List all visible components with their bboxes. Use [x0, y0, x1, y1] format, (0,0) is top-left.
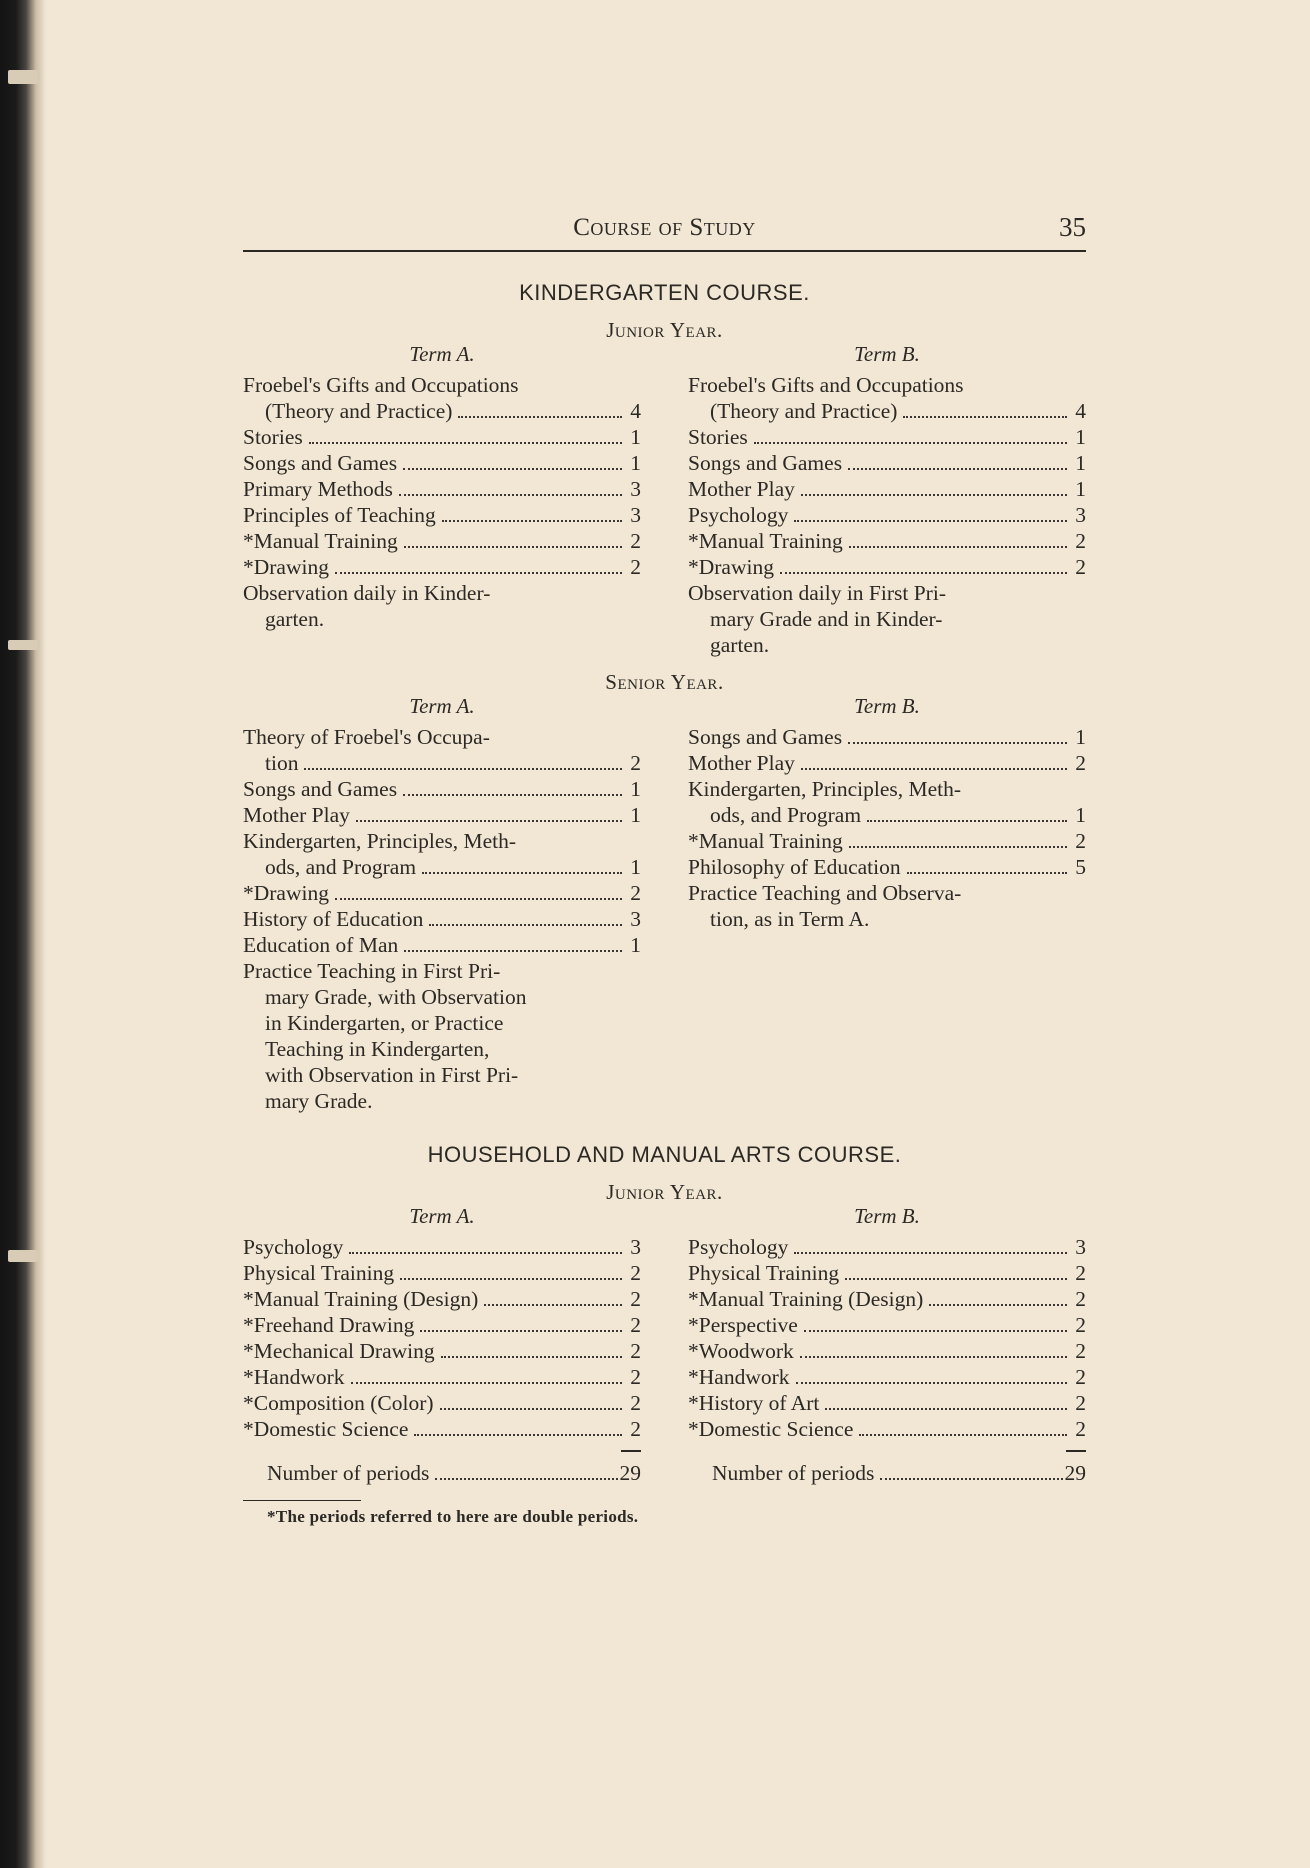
footnote-rule [243, 1500, 361, 1501]
period-count: 4 [630, 399, 641, 423]
course-entry [243, 1416, 641, 1442]
dot-leader [414, 1434, 622, 1436]
subject-name: History of Education [243, 907, 424, 931]
dot-leader [801, 768, 1067, 770]
period-count: 2 [630, 1391, 641, 1415]
subject-name: Stories [243, 425, 303, 449]
period-count: 1 [1075, 725, 1086, 749]
course-entry [688, 1234, 1086, 1260]
footnote: *The periods referred to here are double periods. [267, 1507, 639, 1526]
note-line: Practice Teaching in First Pri- [243, 959, 501, 983]
dot-leader [794, 520, 1067, 522]
period-count: 2 [1075, 1417, 1086, 1441]
dot-leader [335, 572, 622, 574]
year-heading: Senior Year. [605, 670, 724, 694]
period-count: 2 [1075, 529, 1086, 553]
course-entry [243, 880, 641, 906]
dot-leader [422, 872, 622, 874]
course-entry [243, 854, 641, 880]
course-entry [688, 1338, 1086, 1364]
subject-name: Stories [688, 425, 748, 449]
course-entry [243, 750, 641, 776]
subject-name: Education of Man [243, 933, 399, 957]
course-entry [243, 906, 641, 932]
dot-leader [780, 572, 1067, 574]
period-count: 2 [630, 1287, 641, 1311]
dot-leader [429, 924, 622, 926]
course-entry [243, 476, 641, 502]
period-count: 3 [630, 503, 641, 527]
period-count: 1 [1075, 425, 1086, 449]
subject-name: ods, and Program [265, 855, 417, 879]
dot-leader [484, 1304, 622, 1306]
note-line: Practice Teaching and Observa- [688, 881, 962, 905]
dot-leader [400, 1278, 622, 1280]
term-a-column [243, 342, 641, 658]
dot-leader [440, 1408, 622, 1410]
course-entry [688, 1390, 1086, 1416]
term-heading: Term A. [409, 694, 475, 718]
subject-name: *Handwork [688, 1365, 790, 1389]
dot-leader [335, 898, 622, 900]
subject-name: ods, and Program [710, 803, 862, 827]
period-count: 1 [630, 451, 641, 475]
period-count: 1 [630, 855, 641, 879]
course-entry [243, 528, 641, 554]
period-count: 3 [1075, 503, 1086, 527]
course-entry [688, 398, 1086, 424]
period-count: 2 [630, 1365, 641, 1389]
dot-leader [848, 742, 1067, 744]
dot-leader [929, 1304, 1067, 1306]
dot-leader [796, 1382, 1067, 1384]
subject-name: Psychology [243, 1235, 344, 1259]
period-count: 2 [630, 555, 641, 579]
subject-name: *Woodwork [688, 1339, 794, 1363]
total-rule [243, 1442, 641, 1460]
period-count: 2 [630, 1339, 641, 1363]
dot-leader [867, 820, 1067, 822]
course-entry [688, 802, 1086, 828]
subject-name: *Manual Training [688, 829, 843, 853]
course-entry [243, 502, 641, 528]
subject-name: *Composition (Color) [243, 1391, 434, 1415]
subject-list [688, 372, 1086, 580]
course-entry [243, 932, 641, 958]
course-entry [688, 1364, 1086, 1390]
subject-name: *History of Art [688, 1391, 820, 1415]
course-entry [688, 528, 1086, 554]
dot-leader [903, 416, 1067, 418]
subject-name: Songs and Games [688, 725, 843, 749]
dot-leader [754, 442, 1067, 444]
subject-list [243, 1234, 641, 1442]
period-count: 1 [630, 777, 641, 801]
course-entry [243, 724, 641, 750]
period-count: 4 [1075, 399, 1086, 423]
dot-leader [458, 416, 622, 418]
course-entry [688, 1312, 1086, 1338]
year-heading: Junior Year. [606, 1180, 723, 1204]
dot-leader [848, 468, 1067, 470]
course-entry [243, 450, 641, 476]
period-count: 3 [1075, 1235, 1086, 1259]
year-heading: Junior Year. [606, 318, 723, 342]
subject-list [243, 724, 641, 958]
junior-year-terms [243, 342, 1086, 658]
dot-leader [825, 1408, 1067, 1410]
subject-name: (Theory and Practice) [710, 399, 898, 423]
torn-page-edge [0, 0, 46, 1868]
course-entry [688, 724, 1086, 750]
subject-name: Primary Methods [243, 477, 393, 501]
dot-leader [403, 468, 622, 470]
total-value: 29 [1064, 1461, 1086, 1485]
note-line: tion, as in Term A. [710, 907, 870, 931]
period-count: 1 [1075, 451, 1086, 475]
dot-leader [804, 1330, 1067, 1332]
period-count: 2 [630, 881, 641, 905]
term-heading: Term B. [854, 342, 920, 366]
dot-leader [880, 1478, 1062, 1480]
note-line: Teaching in Kindergarten, [265, 1037, 490, 1061]
course-entry [688, 554, 1086, 580]
period-count: 2 [630, 751, 641, 775]
dot-leader [404, 546, 622, 548]
period-count: 2 [1075, 751, 1086, 775]
subject-name: *Domestic Science [243, 1417, 409, 1441]
course-entry [688, 854, 1086, 880]
course-title: HOUSEHOLD AND MANUAL ARTS COURSE. [427, 1142, 902, 1167]
subject-name: Principles of Teaching [243, 503, 436, 527]
course-entry [243, 372, 641, 398]
course-entry [243, 1338, 641, 1364]
term-a-column [243, 694, 641, 1114]
period-count: 2 [1075, 555, 1086, 579]
note-line: Observation daily in Kinder- [243, 581, 491, 605]
subject-list [688, 1234, 1086, 1442]
dot-leader [849, 846, 1067, 848]
course-entry [688, 828, 1086, 854]
course-title: KINDERGARTEN COURSE. [519, 280, 810, 305]
term-heading: Term B. [854, 694, 920, 718]
running-head [243, 210, 1086, 252]
dot-leader [351, 1382, 622, 1384]
subject-name: Physical Training [243, 1261, 395, 1285]
subject-name: *Freehand Drawing [243, 1313, 415, 1337]
subject-name: *Drawing [243, 881, 329, 905]
subject-name: Songs and Games [688, 451, 843, 475]
dot-leader [441, 1356, 622, 1358]
period-count: 2 [630, 1261, 641, 1285]
subject-name: Kindergarten, Principles, Meth- [243, 829, 517, 853]
senior-year-terms [243, 694, 1086, 1114]
subject-name: *Manual Training (Design) [243, 1287, 479, 1311]
subject-name: Froebel's Gifts and Occupations [688, 373, 964, 397]
course-entry [243, 1364, 641, 1390]
period-count: 1 [630, 425, 641, 449]
period-count: 2 [630, 529, 641, 553]
dot-leader [420, 1330, 622, 1332]
subject-name: *Manual Training [688, 529, 843, 553]
term-note [688, 580, 1086, 658]
course-entry [243, 1234, 641, 1260]
course-entry [243, 554, 641, 580]
period-count: 2 [1075, 1365, 1086, 1389]
dot-leader [800, 1356, 1067, 1358]
period-count: 1 [1075, 477, 1086, 501]
period-count: 3 [630, 1235, 641, 1259]
torn-edge-fragment [8, 1250, 38, 1262]
dot-leader [304, 768, 622, 770]
junior-year-terms [243, 1204, 1086, 1486]
course-entry [243, 1260, 641, 1286]
course-entry [688, 476, 1086, 502]
subject-list [243, 372, 641, 580]
subject-name: Froebel's Gifts and Occupations [243, 373, 519, 397]
term-note [243, 580, 641, 632]
total-label: Number of periods [267, 1461, 430, 1485]
dot-leader [849, 546, 1067, 548]
period-count: 1 [630, 933, 641, 957]
course-entry [688, 372, 1086, 398]
note-line: garten. [265, 607, 325, 631]
subject-name: *Perspective [688, 1313, 798, 1337]
course-entry [243, 1286, 641, 1312]
total-label: Number of periods [712, 1461, 875, 1485]
subject-name: Kindergarten, Principles, Meth- [688, 777, 962, 801]
dot-leader [845, 1278, 1067, 1280]
course-entry [688, 450, 1086, 476]
subject-name: *Drawing [243, 555, 329, 579]
torn-edge-fragment [8, 640, 38, 650]
term-heading: Term A. [409, 342, 475, 366]
term-note [688, 880, 1086, 932]
total-value: 29 [619, 1461, 641, 1485]
course-entry [688, 1286, 1086, 1312]
subject-name: *Domestic Science [688, 1417, 854, 1441]
term-b-column [688, 1204, 1086, 1486]
kindergarten-course [243, 280, 1086, 1114]
period-count: 5 [1075, 855, 1086, 879]
dot-leader [794, 1252, 1067, 1254]
subject-name: tion [265, 751, 299, 775]
term-a-column [243, 1204, 641, 1486]
subject-name: Philosophy of Education [688, 855, 901, 879]
page-number: 35 [1059, 212, 1086, 242]
term-note [243, 958, 641, 1114]
note-line: mary Grade and in Kinder- [710, 607, 943, 631]
subject-name: Psychology [688, 1235, 789, 1259]
subject-name: Physical Training [688, 1261, 840, 1285]
course-entry [243, 828, 641, 854]
note-line: with Observation in First Pri- [265, 1063, 519, 1087]
period-count: 2 [1075, 1313, 1086, 1337]
period-count: 2 [630, 1313, 641, 1337]
course-entry [688, 424, 1086, 450]
subject-name: Mother Play [688, 751, 795, 775]
dot-leader [309, 442, 622, 444]
period-count: 2 [1075, 1287, 1086, 1311]
note-line: mary Grade. [265, 1089, 373, 1113]
period-count: 2 [1075, 829, 1086, 853]
subject-name: *Manual Training [243, 529, 398, 553]
course-entry [243, 1312, 641, 1338]
running-title: Course of Study [573, 214, 756, 241]
course-entry [243, 802, 641, 828]
subject-name: Mother Play [688, 477, 795, 501]
dot-leader [859, 1434, 1067, 1436]
period-count: 2 [1075, 1339, 1086, 1363]
dot-leader [404, 950, 622, 952]
period-count: 2 [1075, 1391, 1086, 1415]
course-entry [243, 776, 641, 802]
dot-leader [801, 494, 1067, 496]
household-manual-arts-course [243, 1142, 1086, 1527]
period-count: 2 [630, 1417, 641, 1441]
course-entry [243, 424, 641, 450]
dot-leader [399, 494, 622, 496]
term-b-column [688, 694, 1086, 1114]
course-entry [688, 750, 1086, 776]
total-rule [688, 1442, 1086, 1460]
subject-name: Psychology [688, 503, 789, 527]
course-entry [688, 1260, 1086, 1286]
dot-leader [907, 872, 1067, 874]
subject-name: *Handwork [243, 1365, 345, 1389]
subject-name: *Mechanical Drawing [243, 1339, 435, 1363]
subject-name: Theory of Froebel's Occupa- [243, 725, 490, 749]
course-entry [688, 1416, 1086, 1442]
term-heading: Term A. [409, 1204, 475, 1228]
note-line: garten. [710, 633, 770, 657]
course-entry [688, 776, 1086, 802]
period-count: 3 [630, 477, 641, 501]
subject-name: Mother Play [243, 803, 350, 827]
term-b-column [688, 342, 1086, 658]
period-count: 2 [1075, 1261, 1086, 1285]
subject-name: Songs and Games [243, 777, 398, 801]
dot-leader [349, 1252, 622, 1254]
periods-total [243, 1460, 641, 1486]
note-line: in Kindergarten, or Practice [265, 1011, 504, 1035]
term-heading: Term B. [854, 1204, 920, 1228]
course-entry [243, 1390, 641, 1416]
subject-name: Songs and Games [243, 451, 398, 475]
period-count: 3 [630, 907, 641, 931]
book-page [243, 210, 1086, 1527]
dot-leader [435, 1478, 617, 1480]
period-count: 1 [630, 803, 641, 827]
course-entry [688, 502, 1086, 528]
dot-leader [356, 820, 622, 822]
dot-leader [442, 520, 622, 522]
note-line: mary Grade, with Observation [265, 985, 527, 1009]
note-line: Observation daily in First Pri- [688, 581, 946, 605]
subject-name: *Drawing [688, 555, 774, 579]
subject-list [688, 724, 1086, 880]
period-count: 1 [1075, 803, 1086, 827]
subject-name: *Manual Training (Design) [688, 1287, 924, 1311]
course-entry [243, 398, 641, 424]
periods-total [688, 1460, 1086, 1486]
torn-edge-fragment [8, 70, 38, 84]
subject-name: (Theory and Practice) [265, 399, 453, 423]
dot-leader [403, 794, 622, 796]
